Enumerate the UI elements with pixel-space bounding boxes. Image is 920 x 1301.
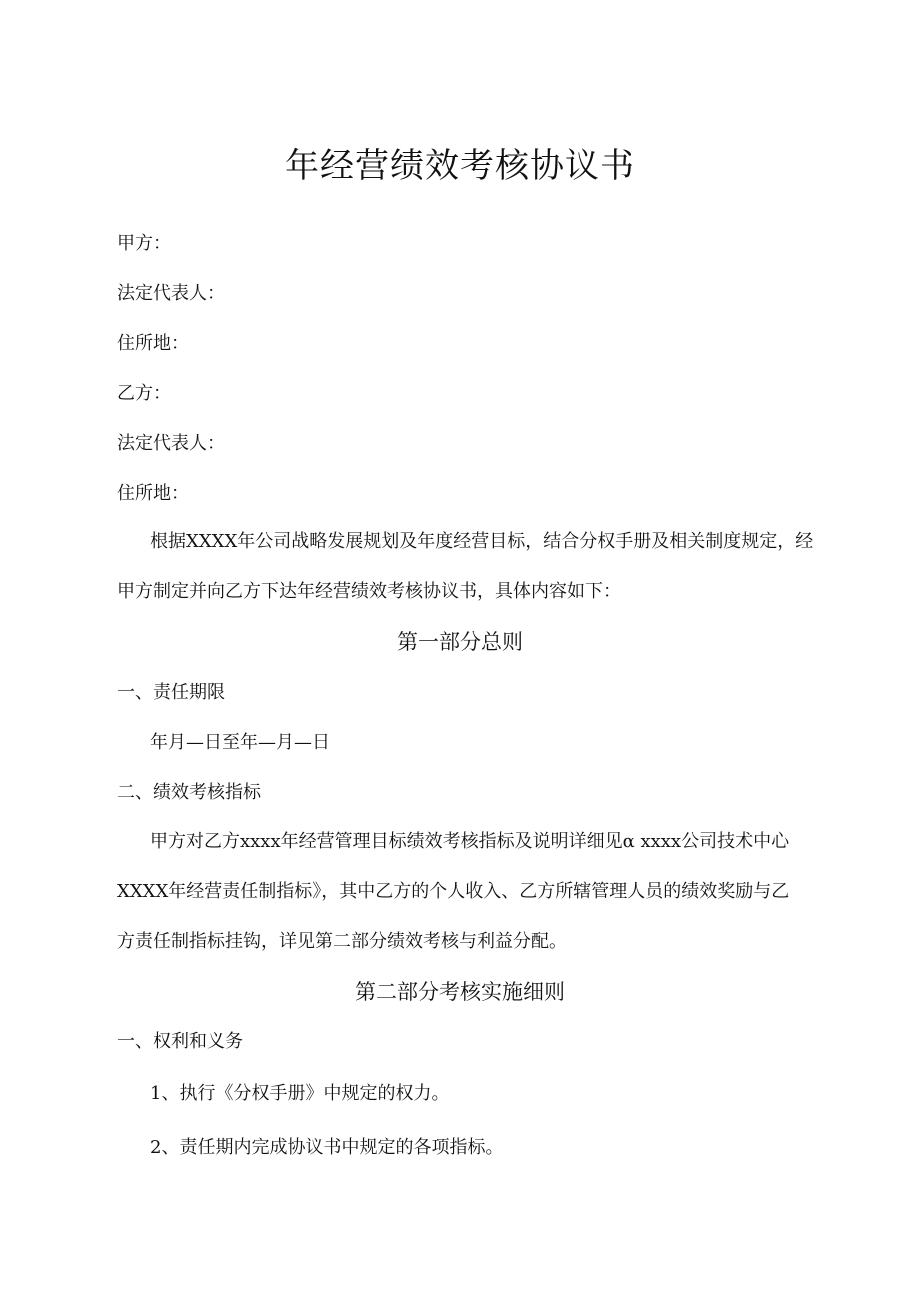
intro-line-1: 根据XXXX年公司战略发展规划及年度经营目标，结合分权手册及相关制度规定，经 — [150, 531, 814, 552]
party-b-label: 乙方： — [117, 383, 171, 404]
part1-item2-line-3: 方责任制指标挂钩，详见第二部分绩效考核与利益分配。 — [117, 931, 567, 952]
party-a-representative-label: 法定代表人： — [117, 283, 225, 304]
part2-item1-heading: 一、权利和义务 — [117, 1031, 243, 1052]
part1-item1-text: 年月—日至年—月—日 — [150, 732, 330, 753]
part1-item1-heading: 一、责任期限 — [117, 682, 225, 703]
part1-item2-paragraph — [117, 817, 817, 967]
part2-clause-1: 1、执行《分权手册》中规定的权力。 — [150, 1083, 450, 1104]
part1-item2-line-2: XXXX年经营责任制指标》，其中乙方的个人收入、乙方所辖管理人员的绩效奖励与乙 — [117, 881, 790, 902]
part1-heading: 第一部分总则 — [397, 630, 523, 654]
part2-clause-2: 2、责任期内完成协议书中规定的各项指标。 — [150, 1137, 504, 1158]
party-a-address-label: 住所地： — [117, 333, 189, 354]
part1-item2-heading: 二、绩效考核指标 — [117, 782, 261, 803]
part1-item2-line-1: 甲方对乙方xxxx年经营管理目标绩效考核指标及说明详细见α xxxx公司技术中心 — [150, 831, 790, 852]
party-a-label: 甲方： — [117, 233, 171, 254]
intro-line-2: 甲方制定并向乙方下达年经营绩效考核协议书，具体内容如下： — [117, 581, 621, 602]
document-title: 年经营绩效考核协议书 — [285, 146, 635, 186]
party-b-representative-label: 法定代表人： — [117, 433, 225, 454]
party-b-address-label: 住所地： — [117, 483, 189, 504]
intro-paragraph — [117, 517, 817, 617]
part2-heading: 第二部分考核实施细则 — [355, 980, 565, 1004]
